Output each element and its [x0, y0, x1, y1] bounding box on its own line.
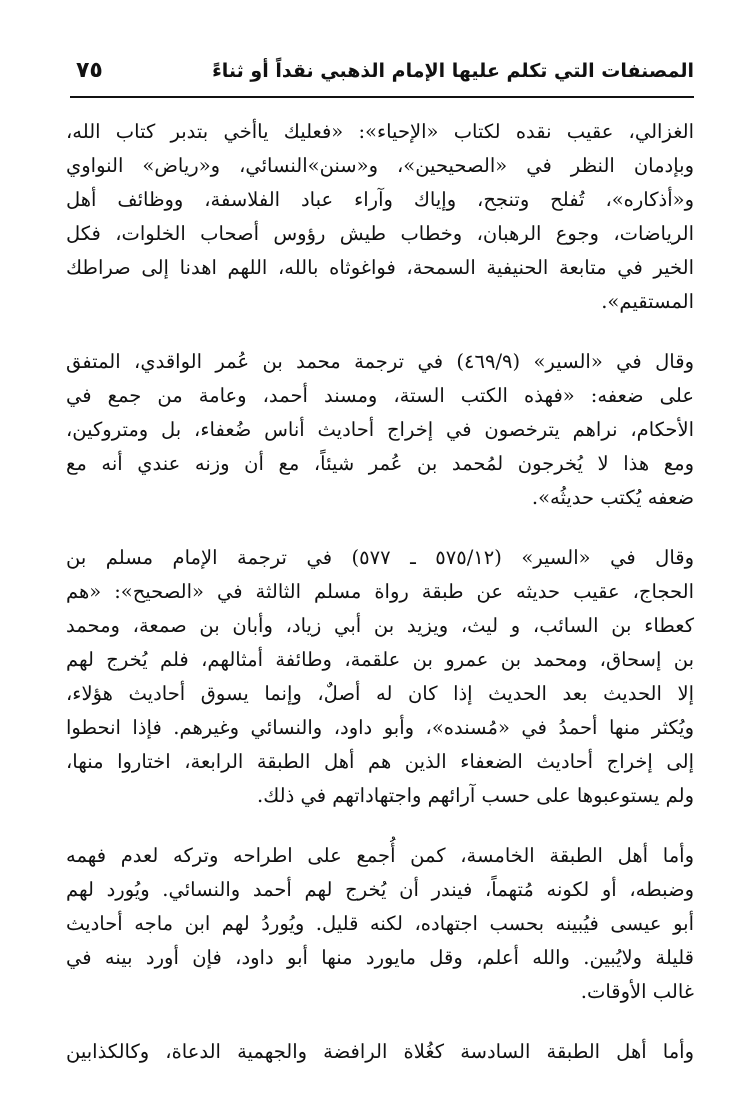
paragraph — [66, 345, 694, 515]
text-line: إلا الحديث بعد الحديث إذا كان له أصلٌ، وإنما يسوق أحاديث هؤلاء، — [66, 682, 694, 705]
text-line: غالب الأوقات. — [580, 980, 694, 1003]
text-line: ويُكثر منها أحمدُ في «مُسنده»، وأبو داود، والنسائي وغيرهم. فإذا انحطوا — [66, 716, 694, 739]
text-line: بن إسحاق، ومحمد بن عمرو بن علقمة، وطائفة أمثالهم، فلم يُخرج لهم — [66, 648, 694, 671]
text-line: المستقيم». — [601, 290, 694, 313]
running-header — [70, 52, 694, 98]
text-line: على ضعفه: «فهذه الكتب الستة، ومسند أحمد، وعامة من جمع في — [66, 384, 694, 407]
text-line: ومع هذا لا يُخرجون لمُحمد بن عُمر شيئاً، مع أن وزنه عندي أنه مع — [66, 452, 694, 475]
text-line: إلى إخراج أحاديث الضعفاء الذين هم أهل الطبقة الرابعة، اختاروا منها، — [66, 750, 694, 773]
text-line: الرياضات، وجوع الرهبان، وخطاب طيش رؤوس أصحاب الخلوات، فكل — [66, 222, 694, 245]
text-line: كعطاء بن السائب، و ليث، ويزيد بن أبي زياد، وأبان بن صمعة، ومحمد — [66, 614, 694, 637]
paragraph — [66, 1035, 694, 1069]
text-line: و«أذكاره»، تُفلح وتنجح، وإياك وآراء عباد الفلاسفة، ووظائف أهل — [66, 188, 694, 211]
text-line: الأحكام، نراهم يترخصون في إخراج أحاديث أناس ضُعفاء، بل ومتروكين، — [66, 418, 694, 441]
text-line: وأما أهل الطبقة السادسة كغُلاة الرافضة والجهمية الدعاة، وكالكذابين — [66, 1040, 694, 1063]
paragraph — [66, 839, 694, 1009]
text-line: ولم يستوعبوها على حسب آرائهم واجتهاداتهم في ذلك. — [257, 784, 694, 807]
text-line: قليلة ولايُبين. والله أعلم، وقل مايورد منها أبو داود، فإن أورد بينه في — [66, 946, 694, 969]
text-line: وبإدمان النظر في «الصحيحين»، و«سنن»النسائي، و«رياض» النواوي — [66, 154, 694, 177]
text-line: الخير في متابعة الحنيفية السمحة، فواغوثاه بالله، اللهم اهدنا إلى صراطك — [66, 256, 694, 279]
page-body — [66, 115, 694, 1080]
text-line: أبو عيسى فيُبينه بحسب اجتهاده، لكنه قليل. ويُوردُ لهم ابن ماجه أحاديث — [66, 912, 694, 935]
text-line: الحجاج، عقيب حديثه عن طبقة رواة مسلم الثالثة في «الصحيح»: «هم — [66, 580, 694, 603]
text-line: ضعفه يُكتب حديثُه». — [531, 486, 694, 509]
text-line: الغزالي، عقيب نقده لكتاب «الإحياء»: «فعليك ياأخي بتدبر كتاب الله، — [66, 120, 694, 143]
text-line: وقال في «السير» (٥٧٥/١٢ ـ ٥٧٧) في ترجمة الإمام مسلم بن — [66, 546, 694, 569]
text-line: وضبطه، أو لكونه مُتهماً، فيندر أن يُخرج لهم أحمد والنسائي. ويُورد لهم — [66, 878, 694, 901]
page-number: ٧٥ — [76, 58, 103, 83]
paragraph — [66, 115, 694, 319]
text-line: وأما أهل الطبقة الخامسة، كمن أُجمع على اطراحه وتركه لعدم فهمه — [66, 844, 694, 867]
running-title: المصنفات التي تكلم عليها الإمام الذهبي نقداً أو ثناءً — [212, 60, 694, 82]
paragraph — [66, 541, 694, 813]
text-line: وقال في «السير» (٤٦٩/٩) في ترجمة محمد بن عُمر الواقدي، المتفق — [66, 350, 694, 373]
